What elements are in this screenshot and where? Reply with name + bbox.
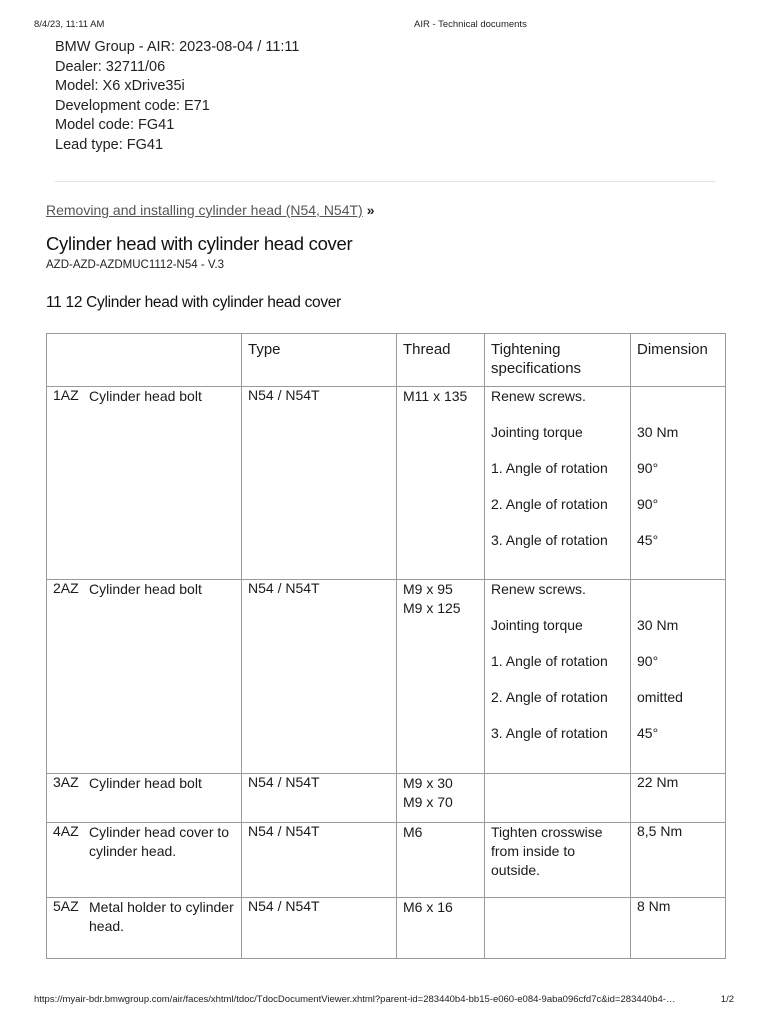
breadcrumb: [46, 202, 375, 218]
header-dimension: Dimension: [631, 334, 726, 387]
spec-label: Jointing torque: [491, 617, 583, 633]
document-meta: [55, 38, 299, 155]
spec-value: 90°: [637, 460, 659, 476]
page-number: 1/2: [720, 994, 734, 1005]
spec-label: 1. Angle of rotation: [491, 460, 608, 476]
tightening-cell: [485, 580, 631, 774]
document-id: AZD-AZD-AZDMUC1112-N54 - V.3: [46, 259, 225, 271]
header-tightening: Tightening specifications: [485, 334, 631, 387]
component-cell: [53, 898, 235, 936]
component-name: Cylinder head bolt: [89, 388, 202, 404]
breadcrumb-link[interactable]: Removing and installing cylinder head (N54, N54T): [46, 202, 363, 218]
spec-value: 90°: [637, 653, 659, 669]
component-cell: [53, 387, 235, 406]
tightening-cell: [485, 387, 631, 580]
tightening-cell: Tighten crosswise from inside to outside.: [485, 823, 631, 898]
spec-value: 45°: [637, 725, 659, 741]
print-datetime: 8/4/23, 11:11 AM: [34, 19, 105, 30]
thread-value: M9 x 70: [403, 794, 453, 810]
position-number: 2AZ: [53, 580, 79, 596]
position-number: 1AZ: [53, 387, 79, 403]
thread-cell: [397, 580, 485, 774]
meta-line: Model code: FG41: [55, 117, 175, 133]
spec-value: 30 Nm: [637, 424, 679, 440]
spec-value: 90°: [637, 496, 659, 512]
component-cell: [53, 774, 235, 793]
spec-value: 45°: [637, 532, 659, 548]
header-type: Type: [242, 334, 397, 387]
component-name: Cylinder head bolt: [89, 581, 202, 597]
position-number: 5AZ: [53, 898, 79, 914]
table-row: [47, 898, 726, 959]
section-title: 11 12 Cylinder head with cylinder head cover: [46, 294, 341, 311]
table-row: [47, 387, 726, 580]
meta-line: Lead type: FG41: [55, 136, 164, 153]
print-title: AIR - Technical documents: [414, 19, 527, 30]
dimension-cell: 8,5 Nm: [631, 823, 726, 898]
type-cell: N54 / N54T: [242, 774, 397, 823]
position-number: 4AZ: [53, 823, 79, 839]
print-header: [34, 19, 734, 33]
component-cell: [53, 823, 235, 861]
spec-value: 30 Nm: [637, 617, 679, 633]
thread-cell: [397, 823, 485, 898]
spec-label: 2. Angle of rotation: [491, 496, 608, 512]
dimension-cell: [631, 387, 726, 580]
dimension-cell: [631, 580, 726, 774]
spec-label: 3. Angle of rotation: [491, 532, 608, 548]
spec-value: [637, 387, 719, 423]
spec-label: Renew screws.: [491, 388, 586, 404]
table-row: [47, 823, 726, 898]
component-name: Metal holder to cylinder head.: [89, 899, 234, 934]
tightening-cell: [485, 898, 631, 959]
table-row: [47, 774, 726, 823]
thread-cell: [397, 898, 485, 959]
component-name: Cylinder head bolt: [89, 775, 202, 791]
component-name: Cylinder head cover to cylinder head.: [89, 824, 230, 859]
spec-value: omitted: [637, 689, 683, 705]
meta-line: BMW Group - AIR: 2023-08-04 / 11:11: [55, 39, 300, 55]
tightening-torque-table: [46, 333, 726, 959]
thread-value: M6: [403, 824, 423, 840]
thread-value: M11 x 135: [403, 388, 468, 404]
meta-line: Development code: E71: [55, 97, 210, 114]
spec-label: 2. Angle of rotation: [491, 689, 608, 705]
table-header-row: [47, 334, 726, 387]
thread-cell: [397, 774, 485, 823]
page-title: Cylinder head with cylinder head cover: [46, 233, 353, 254]
thread-value: M9 x 125: [403, 600, 461, 616]
meta-line: Model: X6 xDrive35i: [55, 78, 185, 94]
thread-value: M9 x 95: [403, 581, 453, 597]
spec-label: 3. Angle of rotation: [491, 725, 608, 741]
thread-value: M6 x 16: [403, 899, 453, 915]
dimension-cell: 22 Nm: [631, 774, 726, 823]
type-cell: N54 / N54T: [242, 580, 397, 774]
spec-label: Renew screws.: [491, 581, 586, 597]
dimension-cell: 8 Nm: [631, 898, 726, 959]
spec-label: Jointing torque: [491, 424, 583, 440]
divider: [55, 181, 715, 182]
spec-label: 1. Angle of rotation: [491, 653, 608, 669]
type-cell: N54 / N54T: [242, 898, 397, 959]
breadcrumb-separator: »: [366, 202, 375, 218]
component-cell: [53, 580, 235, 599]
header-component: [47, 334, 242, 387]
thread-value: M9 x 30: [403, 775, 453, 791]
page-url: https://myair-bdr.bmwgroup.com/air/faces/xhtml/tdoc/TdocDocumentViewer.xhtml?parent-id=283440b4-bb15-e060-e084-9aba096cfd7c&id=283440b4-…: [34, 994, 676, 1005]
position-number: 3AZ: [53, 774, 79, 790]
header-thread: Thread: [397, 334, 485, 387]
tightening-cell: [485, 774, 631, 823]
type-cell: N54 / N54T: [242, 823, 397, 898]
meta-line: Dealer: 32711/06: [55, 58, 166, 75]
table-row: [47, 580, 726, 774]
thread-cell: [397, 387, 485, 580]
spec-value: [637, 580, 719, 616]
type-cell: N54 / N54T: [242, 387, 397, 580]
